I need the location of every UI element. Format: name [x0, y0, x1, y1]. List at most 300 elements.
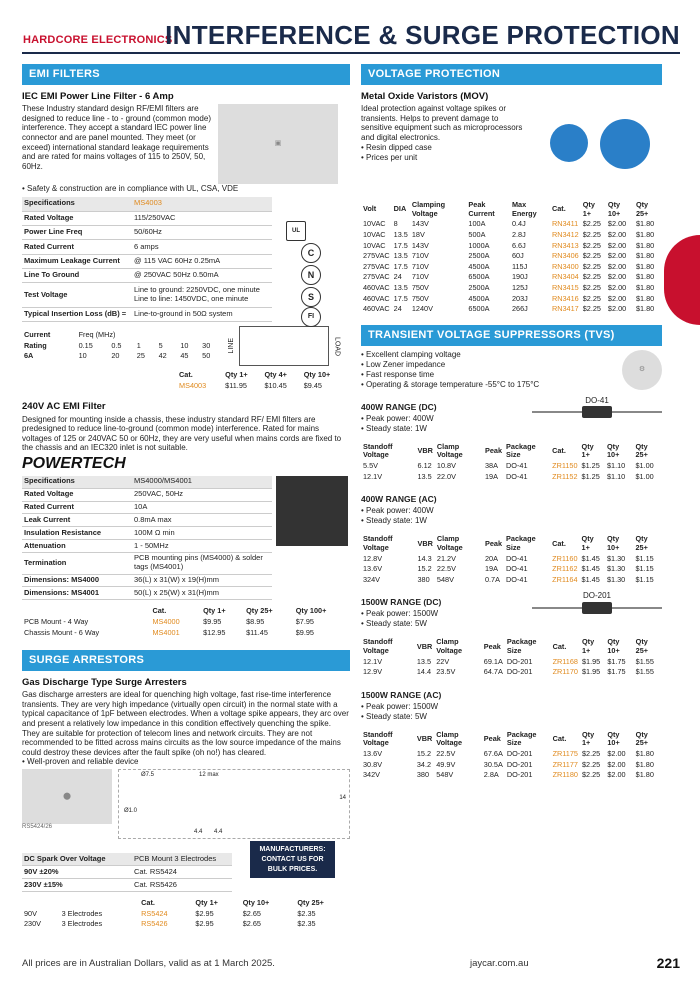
table-cell: 30.5A [483, 759, 503, 769]
arrester-image: ⬤ [22, 769, 112, 824]
tvs-bullet: • Excellent clamping voltage [361, 350, 616, 360]
spec-row [22, 501, 272, 514]
table-cell: PCB Mount - 4 Way [24, 616, 89, 626]
surge-price-table [22, 898, 350, 930]
column-header: Cat. [551, 204, 566, 214]
column-header: VBR [416, 734, 433, 744]
table-cell: 710V [411, 261, 429, 271]
table-cell: $2.25 [582, 304, 601, 314]
surge-description: Gas discharge arresters are ideal for quenching high voltage, fast rise-time interference transients. They are very high impedance (virtually open circuit) in the normal state with a typical capacitance of 1pF between electrodes. When a voltage spike appears, they arc over and present a relatively low impedance in this condition effectively quenching the spike. They are suitable for protection of telecom lines and network circuits. They are not recommended to be fitted across mains circuits as the low source impedance of the mains could destroy these devices after the fault spike (oh no!) has cleared. [22, 690, 349, 757]
table-cell: $2.25 [582, 283, 601, 293]
spec-label: Dimensions: MS4001 [22, 587, 132, 600]
spec-value: PCB mounting pins (MS4000) & solder tags (MS4001) [132, 552, 272, 574]
table-cell: 17.5 [393, 240, 408, 250]
tvs-group [361, 591, 662, 677]
column-header [22, 606, 150, 617]
spec-label: Rated Current [22, 240, 132, 254]
table-row [361, 554, 662, 565]
table-cell: $2.00 [607, 749, 626, 759]
table-cell: $1.00 [635, 461, 654, 471]
mov-bullet: • Resin dipped case [361, 143, 526, 153]
spec-label: DC Spark Over Voltage [22, 853, 132, 865]
spec-label: Insulation Resistance [22, 527, 132, 540]
dim-label: 14 [339, 795, 346, 802]
table-cell: $1.45 [581, 553, 600, 563]
table-cell: 12.9V [363, 667, 383, 677]
manufacturers-callout: MANUFACTURERS: CONTACT US FOR BULK PRICES. [250, 841, 335, 878]
table-cell: $1.15 [635, 564, 654, 574]
freq-cell: 0.5 [111, 340, 122, 350]
spec-label: Leak Current [22, 514, 132, 527]
table-cell: 500A [468, 230, 486, 239]
table-cell: 324V [363, 574, 381, 584]
table-cell: 0.4J [511, 219, 526, 229]
spec-row [22, 552, 272, 574]
table-cell: 1000A [468, 240, 490, 250]
table-row [361, 241, 662, 252]
column-header: Qty 10+ [607, 200, 621, 218]
column-header: Peak [483, 734, 501, 744]
column-header: Qty 10+ [607, 637, 620, 655]
table-cell: 710V [411, 251, 429, 261]
table-row [361, 304, 662, 315]
column-header: Clamp Voltage [436, 534, 463, 552]
table-row [361, 760, 662, 771]
spec-row [22, 254, 272, 268]
table-cell: RN3411 [551, 219, 579, 229]
column-header: Package Size [506, 441, 536, 460]
table-cell: $1.80 [635, 240, 655, 250]
table-cell: 548V [436, 770, 454, 780]
spec-value: PCB Mount 3 Electrodes [132, 853, 232, 865]
column-header: Qty 1+ [225, 370, 248, 380]
column-header: Package Size [506, 729, 537, 748]
table-cell: 13.6V [363, 564, 383, 574]
freq-rating-label: Rating [24, 340, 47, 350]
table-cell: 275VAC [363, 251, 390, 261]
spec-row [22, 476, 272, 488]
table-cell: 710V [411, 272, 429, 282]
circuit-diagram [228, 326, 341, 366]
column-header: Qty 100+ [295, 606, 327, 616]
table-cell: 19A [484, 471, 498, 481]
table-row [361, 230, 662, 241]
table-cell: $2.65 [242, 919, 261, 929]
table-cell: 380 [417, 574, 430, 584]
table-cell: 21.2V [436, 553, 456, 563]
table-cell: 750V [411, 293, 429, 303]
table-cell: 23.5V [436, 667, 456, 677]
dim-label: 4.4 [194, 829, 203, 836]
table-cell: 15.2 [417, 564, 432, 574]
table-cell: $1.15 [635, 574, 654, 584]
tvs-group-title: 1500W RANGE (DC) [361, 597, 442, 608]
column-header: Peak [483, 641, 501, 651]
table-cell: $1.80 [635, 219, 655, 229]
freq-cell: 20 [111, 351, 120, 361]
tvs-group-title: 400W RANGE (AC) [361, 494, 437, 505]
table-cell: $1.10 [606, 461, 626, 471]
spec-value: MS4003 [132, 197, 272, 211]
table-row [361, 657, 662, 668]
table-row [361, 219, 662, 230]
table-cell: 34.2 [416, 759, 432, 769]
table-cell: ZR1162 [552, 564, 578, 574]
freq-cell: 30 [202, 340, 211, 350]
freq-cell: 50 [202, 351, 211, 361]
table-cell: DO-41 [506, 461, 528, 471]
page-number: 221 [656, 955, 680, 971]
freq-cell: 0.15 [78, 340, 93, 350]
table-cell: 60J [511, 251, 524, 261]
table-cell: DO-201 [506, 770, 533, 780]
surge-title: Gas Discharge Type Surge Arresters [22, 677, 187, 689]
table-cell: $1.55 [635, 667, 654, 677]
spec-value: 50/60Hz [132, 225, 272, 239]
table-cell: $2.00 [607, 219, 627, 229]
table-cell: RN3412 [551, 230, 579, 239]
table-cell: 2.8J [511, 230, 526, 239]
table-cell: $1.00 [635, 471, 654, 481]
table-cell: 22.0V [436, 471, 456, 481]
spec-row [22, 879, 232, 892]
column-header: Standoff Voltage [363, 637, 393, 655]
column-header: Package Size [506, 534, 536, 552]
table-cell: $2.65 [242, 908, 261, 918]
table-cell: 14.4 [416, 667, 432, 677]
table-cell: $2.25 [582, 230, 601, 239]
table-cell: 460VAC [363, 293, 390, 303]
table-row [361, 749, 662, 760]
table-cell: 6.6J [511, 240, 526, 250]
spec-value: @ 115 VAC 60Hz 0.25mA [132, 254, 272, 268]
emi-description: These Industry standard design RF/EMI filters are designed to reduce line - to - ground (common mode) interference. They accept a standard IEC power line connector and are panel mounted. They meet (or exceed) international standard leakage requirements and are rated for mains voltages of 115 to 250V, 50, 60Hz. [22, 104, 211, 171]
spec-row [22, 488, 272, 501]
column-header: Qty 1+ [581, 729, 595, 748]
emi-filters-bar: EMI FILTERS [22, 64, 350, 85]
table-cell: $9.45 [303, 380, 322, 390]
spec-label: Maximum Leakage Current [22, 254, 132, 268]
table-cell: 4500A [468, 293, 490, 303]
table-cell: $1.45 [581, 574, 600, 584]
column-header: Qty 25+ [635, 637, 649, 655]
column-header: Clamp Voltage [436, 637, 463, 655]
table-cell: 24 [393, 304, 402, 314]
table-cell: 17.5 [393, 261, 408, 271]
ul-icon: UL [286, 221, 306, 241]
column-header: Cat. [552, 734, 567, 744]
table-cell: 30.8V [363, 759, 383, 769]
emi-title: IEC EMI Power Line Filter - 6 Amp [22, 90, 174, 102]
spec-row [22, 574, 272, 587]
spec-row [22, 587, 272, 600]
dim-label: Ø7.5 [141, 772, 155, 779]
table-cell: $1.80 [635, 230, 655, 239]
table-cell: 64.7A [483, 667, 503, 677]
freq-cell: 5 [158, 340, 163, 350]
column-header: Qty 4+ [264, 370, 287, 380]
table-cell: DO-201 [506, 759, 533, 769]
table-cell: $2.25 [582, 240, 601, 250]
mov-title: Metal Oxide Varistors (MOV) [361, 90, 489, 102]
spec-label: Rated Current [22, 501, 132, 514]
column-header: Package Size [506, 637, 537, 655]
mov-bullet: • Prices per unit [361, 153, 526, 163]
table-cell: $2.25 [581, 770, 601, 780]
table-cell: 10VAC [363, 230, 386, 239]
table-cell: 275VAC [363, 272, 390, 282]
column-header: Qty 25+ [297, 897, 324, 907]
table-cell: $2.00 [607, 272, 627, 282]
table-row [177, 381, 347, 392]
spec-label: Termination [22, 552, 132, 574]
table-cell: 13.5 [393, 251, 408, 261]
tvs-group-bullet: • Peak power: 1500W [361, 702, 441, 712]
table-row [22, 617, 350, 628]
spec-value: 1 - 50MHz [132, 540, 272, 553]
table-cell: MS4001 [152, 627, 180, 637]
table-row [22, 628, 350, 639]
table-cell: 15.2 [416, 749, 432, 759]
table-cell: 4500A [468, 261, 490, 271]
spec-label: Typical Insertion Loss (dB) = [22, 307, 132, 321]
freq-cell: 1 [136, 340, 141, 350]
spec-label: Power Line Freq [22, 225, 132, 239]
spec-value: MS4000/MS4001 [132, 476, 272, 488]
column-header: Standoff Voltage [363, 729, 393, 748]
tvs-group-bullet: • Steady state: 5W [361, 712, 441, 722]
column-header: Clamp Voltage [436, 729, 463, 748]
table-cell: $2.25 [581, 749, 601, 759]
table-cell: 750V [411, 283, 429, 293]
table-cell: ZR1180 [552, 770, 578, 780]
s-mark-icon: S [301, 287, 321, 307]
table-cell: $2.00 [607, 251, 627, 261]
table-cell: 12.1V [363, 471, 383, 481]
table-cell: $1.25 [581, 461, 600, 471]
footer-note: All prices are in Australian Dollars, valid as at 1 March 2025. [22, 958, 275, 969]
table-cell: 13.6V [363, 749, 383, 759]
table-cell: 460VAC [363, 283, 390, 293]
table-cell: $2.00 [607, 293, 627, 303]
table-cell: $2.00 [607, 283, 627, 293]
column-header: Standoff Voltage [363, 441, 393, 460]
spec-value: Line-to-ground in 50Ω system [132, 307, 272, 321]
table-cell: ZR1175 [552, 749, 578, 759]
tvs-group-bullet: • Steady state: 5W [361, 619, 441, 629]
table-cell: $1.95 [581, 667, 601, 677]
freq-6a-label: 6A [24, 351, 34, 361]
table-cell: 2500A [468, 251, 490, 261]
tvs-group-title: 1500W RANGE (AC) [361, 689, 442, 700]
table-cell: $2.35 [297, 908, 316, 918]
table-cell: DO-41 [506, 564, 528, 574]
table-cell: $12.95 [203, 627, 226, 637]
table-cell: RN3400 [551, 261, 579, 271]
tvs-group-bullet: • Peak power: 400W [361, 414, 437, 424]
spec-row [22, 197, 272, 211]
circuit-schematic [239, 326, 329, 366]
spec-row [22, 283, 272, 307]
column-header: Standoff Voltage [363, 534, 393, 552]
table-cell: $9.95 [295, 627, 314, 637]
table-cell: ZR1170 [552, 667, 578, 677]
tvs-group [361, 684, 662, 781]
spec-value: 100M Ω min [132, 527, 272, 540]
table-cell: $1.80 [635, 759, 654, 769]
spec-value: 50(L) x 25(W) x 31(H)mm [132, 587, 272, 600]
table-cell: $2.00 [607, 240, 627, 250]
table-cell: 342V [363, 770, 381, 780]
table-cell: 6.12 [417, 461, 432, 471]
column-header: DIA [393, 204, 407, 214]
spec-value: 10A [132, 501, 272, 514]
freq-label: Freq (MHz) [78, 330, 116, 340]
table-row [361, 262, 662, 273]
column-header: Qty 25+ [635, 200, 649, 218]
left-column [22, 64, 350, 930]
column-header: Peak Current [468, 200, 495, 218]
table-cell: 125J [511, 283, 528, 293]
column-header: Cat. [552, 641, 567, 651]
table-cell: 2.8A [483, 770, 499, 780]
table-cell: 6500A [468, 272, 490, 282]
section-tab [664, 235, 700, 325]
spec-row [22, 240, 272, 254]
table-cell: DO-201 [506, 667, 533, 677]
table-cell: 69.1A [483, 656, 503, 666]
table-cell: 12.8V [363, 553, 383, 563]
column-header: Volt [363, 204, 377, 214]
arrester-caption: RS5424/26 [22, 824, 53, 831]
column-header: Qty 1+ [582, 200, 595, 218]
table-cell: RN3406 [551, 251, 579, 261]
spec-row [22, 540, 272, 553]
tvs-group-bullet: • Steady state: 1W [361, 424, 437, 434]
table-cell: 115J [511, 261, 528, 271]
spec-value: 250VAC, 50Hz [132, 488, 272, 501]
freq-cell: 45 [180, 351, 189, 361]
table-cell: 0.7A [484, 574, 500, 584]
table-cell: ZR1160 [552, 553, 578, 563]
spec-label: Dimensions: MS4000 [22, 574, 132, 587]
spec-row [22, 853, 232, 865]
table-cell: $1.75 [607, 667, 626, 677]
table-cell: $1.30 [606, 574, 626, 584]
table-cell: ZR1164 [552, 574, 578, 584]
table-cell: $2.00 [607, 759, 626, 769]
column-header: Qty 25+ [635, 729, 649, 748]
table-cell: $2.25 [582, 261, 601, 271]
table-cell: Chassis Mount - 6 Way [24, 627, 100, 637]
table-cell: $2.95 [195, 908, 214, 918]
mov-image [530, 104, 662, 194]
table-cell: 12.1V [363, 656, 383, 666]
table-cell: $2.25 [582, 251, 601, 261]
spec-row [22, 269, 272, 283]
tvs-group [361, 396, 662, 482]
table-cell: $2.00 [607, 230, 627, 239]
table-cell: 5.5V [363, 461, 379, 471]
table-cell: 1240V [411, 304, 433, 314]
table-cell: 3 Electrodes [61, 908, 103, 918]
table-cell: 380 [416, 770, 430, 780]
table-cell: ZR1177 [552, 759, 578, 769]
table-cell: $1.10 [606, 471, 626, 481]
spec-value: Cat. RS5424 [132, 866, 232, 879]
table-cell: 548V [436, 574, 454, 584]
column-header: Max Energy [511, 200, 537, 218]
column-header: Cat. [152, 606, 167, 616]
spark-table [22, 853, 232, 892]
table-cell: RS5426 [141, 919, 168, 929]
table-cell: 143V [411, 240, 429, 250]
table-cell: 20A [484, 553, 498, 563]
table-cell: $1.55 [635, 656, 654, 666]
table-cell: $1.30 [606, 553, 626, 563]
table-row [361, 272, 662, 283]
emi-spec-table [22, 197, 272, 322]
freq-cell: 10 [78, 351, 87, 361]
table-row [22, 909, 350, 920]
freq-cell: 25 [136, 351, 145, 361]
tvs-bullet: • Fast response time [361, 370, 616, 380]
column-header: Clamping Voltage [411, 200, 446, 218]
brand-label: HARDCORE ELECTRONICS [23, 34, 173, 46]
table-cell: 100A [468, 219, 486, 229]
table-cell: $1.15 [635, 553, 654, 563]
table-cell: 90V [24, 908, 37, 918]
column-header: Cat. [179, 370, 193, 380]
column-header: Qty 10+ [606, 441, 620, 460]
table-cell: DO-41 [506, 471, 528, 481]
table-cell: $1.80 [635, 293, 655, 303]
table-cell: 10VAC [363, 240, 386, 250]
table-cell: $1.80 [635, 261, 655, 271]
spec-row [22, 307, 272, 321]
table-cell: RN3417 [551, 304, 579, 314]
table-cell: 17.5 [393, 293, 408, 303]
table-cell: $8.95 [246, 616, 265, 626]
table-cell: 2500A [468, 283, 490, 293]
ac-title: 240V AC EMI Filter [22, 401, 106, 413]
tvs-group-bullet: • Peak power: 400W [361, 506, 437, 516]
table-cell: DO-201 [506, 749, 533, 759]
column-header: Cat. [552, 446, 566, 456]
spec-label: Line To Ground [22, 269, 132, 283]
header-rule [22, 52, 680, 54]
table-cell: ZR1152 [552, 471, 578, 481]
table-row [361, 461, 662, 472]
table-cell: $1.80 [635, 272, 655, 282]
table-cell: 38A [484, 461, 498, 471]
table-cell: $1.80 [635, 251, 655, 261]
table-cell: 3 Electrodes [61, 919, 103, 929]
table-row [361, 575, 662, 586]
tvs-group-bullet: • Steady state: 1W [361, 516, 437, 526]
column-header: Qty 10+ [242, 897, 270, 907]
right-column [361, 64, 662, 781]
mov-description: Ideal protection against voltage spikes or transients. Helps to prevent damage to sensitive equipment such as microprocessors and digital electronics. [361, 104, 523, 142]
tvs-table [361, 534, 662, 585]
load-label: LOAD [333, 336, 341, 356]
table-cell: $1.80 [635, 283, 655, 293]
column-header: Qty 1+ [195, 897, 218, 907]
table-cell: 67.6A [483, 749, 503, 759]
footer-url: jaycar.com.au [470, 958, 529, 969]
spec-row [22, 514, 272, 527]
tvs-group [361, 488, 662, 585]
